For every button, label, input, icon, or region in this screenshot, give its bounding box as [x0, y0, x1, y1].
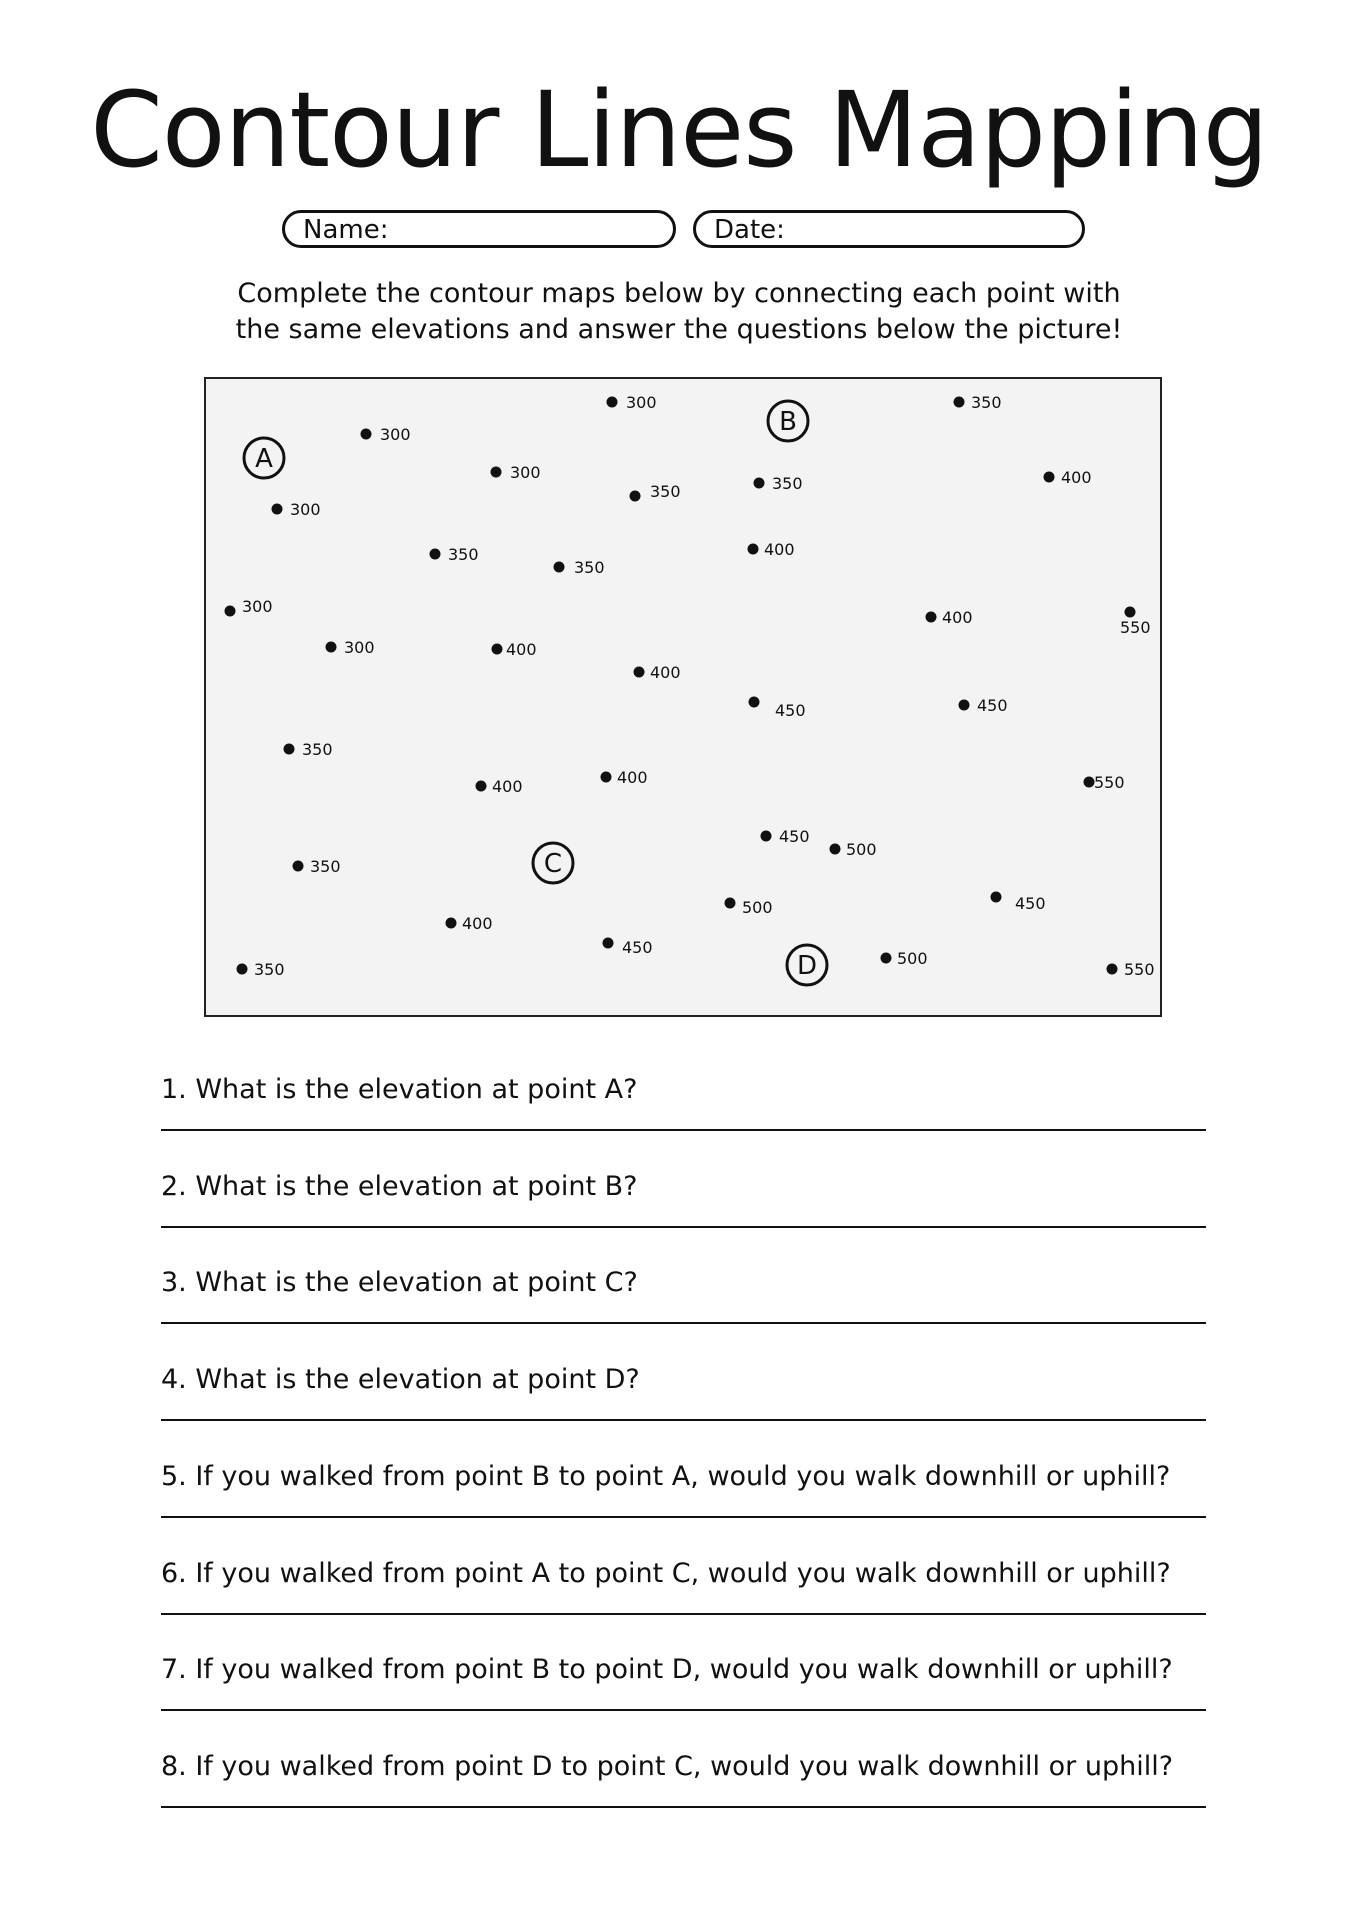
- elevation-point: [1044, 472, 1055, 483]
- elevation-point: [881, 953, 892, 964]
- elevation-label: 500: [846, 840, 877, 859]
- page-title: Contour Lines Mapping: [90, 69, 1268, 191]
- elevation-point: [225, 606, 236, 617]
- elevation-label: 550: [1124, 960, 1155, 979]
- elevation-point: [991, 892, 1002, 903]
- elevation-point: [954, 397, 965, 408]
- elevation-point: [491, 467, 502, 478]
- elevation-point: [1107, 964, 1118, 975]
- question-5: [161, 1461, 1206, 1521]
- elevation-point: [492, 644, 503, 655]
- answer-line[interactable]: [161, 1516, 1206, 1518]
- elevation-point: [959, 700, 970, 711]
- elevation-point: [830, 844, 841, 855]
- answer-line[interactable]: [161, 1322, 1206, 1324]
- elevation-point: [476, 781, 487, 792]
- question-3: [161, 1267, 1206, 1327]
- elevation-point: [237, 964, 248, 975]
- name-field[interactable]: [282, 210, 676, 248]
- elevation-label: 350: [254, 960, 285, 979]
- elevation-point: [748, 544, 759, 555]
- elevation-label: 500: [742, 898, 773, 917]
- question-text: 1. What is the elevation at point A?: [161, 1074, 638, 1105]
- elevation-point: [554, 562, 565, 573]
- elevation-label: 450: [779, 827, 810, 846]
- elevation-label: 550: [1094, 773, 1125, 792]
- elevation-label: 400: [506, 640, 537, 659]
- elevation-point: [446, 918, 457, 929]
- elevation-point: [761, 831, 772, 842]
- elevation-point: [725, 898, 736, 909]
- elevation-label: 450: [622, 938, 653, 957]
- question-text: 5. If you walked from point B to point A, would you walk downhill or uphill?: [161, 1461, 1171, 1492]
- elevation-label: 400: [462, 914, 493, 933]
- elevation-label: 450: [977, 696, 1008, 715]
- date-label: Date:: [714, 215, 785, 245]
- answer-line[interactable]: [161, 1613, 1206, 1615]
- elevation-point: [634, 667, 645, 678]
- elevation-point: [630, 491, 641, 502]
- elevation-point: [1125, 607, 1136, 618]
- elevation-point: [926, 612, 937, 623]
- elevation-label: 300: [290, 500, 321, 519]
- elevation-point: [607, 397, 618, 408]
- elevation-label: 400: [492, 777, 523, 796]
- elevation-point: [603, 938, 614, 949]
- elevation-label: 350: [574, 558, 605, 577]
- elevation-label: 450: [775, 701, 806, 720]
- point-marker-label: A: [255, 444, 273, 474]
- name-label: Name:: [303, 215, 389, 245]
- point-marker-c: [533, 843, 573, 883]
- elevation-label: 400: [650, 663, 681, 682]
- instructions: [0, 276, 1358, 348]
- question-text: 3. What is the elevation at point C?: [161, 1267, 638, 1298]
- elevation-label: 350: [310, 857, 341, 876]
- question-4: [161, 1364, 1206, 1424]
- elevation-label: 300: [242, 597, 273, 616]
- elevation-label: 350: [302, 740, 333, 759]
- contour-map: [204, 377, 1162, 1017]
- elevation-label: 300: [626, 393, 657, 412]
- point-marker-b: [768, 401, 808, 441]
- answer-line[interactable]: [161, 1806, 1206, 1808]
- question-6: [161, 1558, 1206, 1618]
- question-text: 4. What is the elevation at point D?: [161, 1364, 640, 1395]
- question-text: 8. If you walked from point D to point C, would you walk downhill or uphill?: [161, 1751, 1174, 1782]
- elevation-label: 500: [897, 949, 928, 968]
- elevation-point: [326, 642, 337, 653]
- answer-line[interactable]: [161, 1419, 1206, 1421]
- elevation-label: 300: [510, 463, 541, 482]
- point-marker-a: [244, 438, 284, 478]
- contour-map-canvas: [206, 379, 1164, 1019]
- elevation-label: 300: [344, 638, 375, 657]
- instructions-line: Complete the contour maps below by connecting each point with: [237, 278, 1121, 309]
- elevation-point: [1084, 777, 1095, 788]
- elevation-label: 350: [650, 482, 681, 501]
- elevation-point: [754, 478, 765, 489]
- elevation-label: 400: [942, 608, 973, 627]
- elevation-label: 350: [448, 545, 479, 564]
- date-field[interactable]: [693, 210, 1085, 248]
- elevation-label: 350: [971, 393, 1002, 412]
- answer-line[interactable]: [161, 1709, 1206, 1711]
- point-marker-label: B: [779, 407, 797, 437]
- elevation-label: 300: [380, 425, 411, 444]
- question-text: 6. If you walked from point A to point C, would you walk downhill or uphill?: [161, 1558, 1171, 1589]
- question-2: [161, 1171, 1206, 1231]
- elevation-point: [272, 504, 283, 515]
- point-marker-label: C: [543, 849, 563, 879]
- instructions-line: the same elevations and answer the questions below the picture!: [235, 314, 1123, 345]
- point-marker-label: D: [796, 951, 818, 981]
- question-7: [161, 1654, 1206, 1714]
- question-1: [161, 1074, 1206, 1134]
- elevation-point: [284, 744, 295, 755]
- question-8: [161, 1751, 1206, 1811]
- question-text: 7. If you walked from point B to point D, would you walk downhill or uphill?: [161, 1654, 1173, 1685]
- elevation-label: 550: [1120, 618, 1151, 637]
- elevation-label: 400: [1061, 468, 1092, 487]
- elevation-label: 450: [1015, 894, 1046, 913]
- elevation-point: [293, 861, 304, 872]
- elevation-point: [601, 772, 612, 783]
- point-marker-d: [787, 945, 827, 985]
- question-text: 2. What is the elevation at point B?: [161, 1171, 638, 1202]
- answer-line[interactable]: [161, 1226, 1206, 1228]
- answer-line[interactable]: [161, 1129, 1206, 1131]
- elevation-point: [430, 549, 441, 560]
- elevation-label: 400: [617, 768, 648, 787]
- elevation-label: 350: [772, 474, 803, 493]
- elevation-point: [361, 429, 372, 440]
- elevation-label: 400: [764, 540, 795, 559]
- elevation-point: [749, 697, 760, 708]
